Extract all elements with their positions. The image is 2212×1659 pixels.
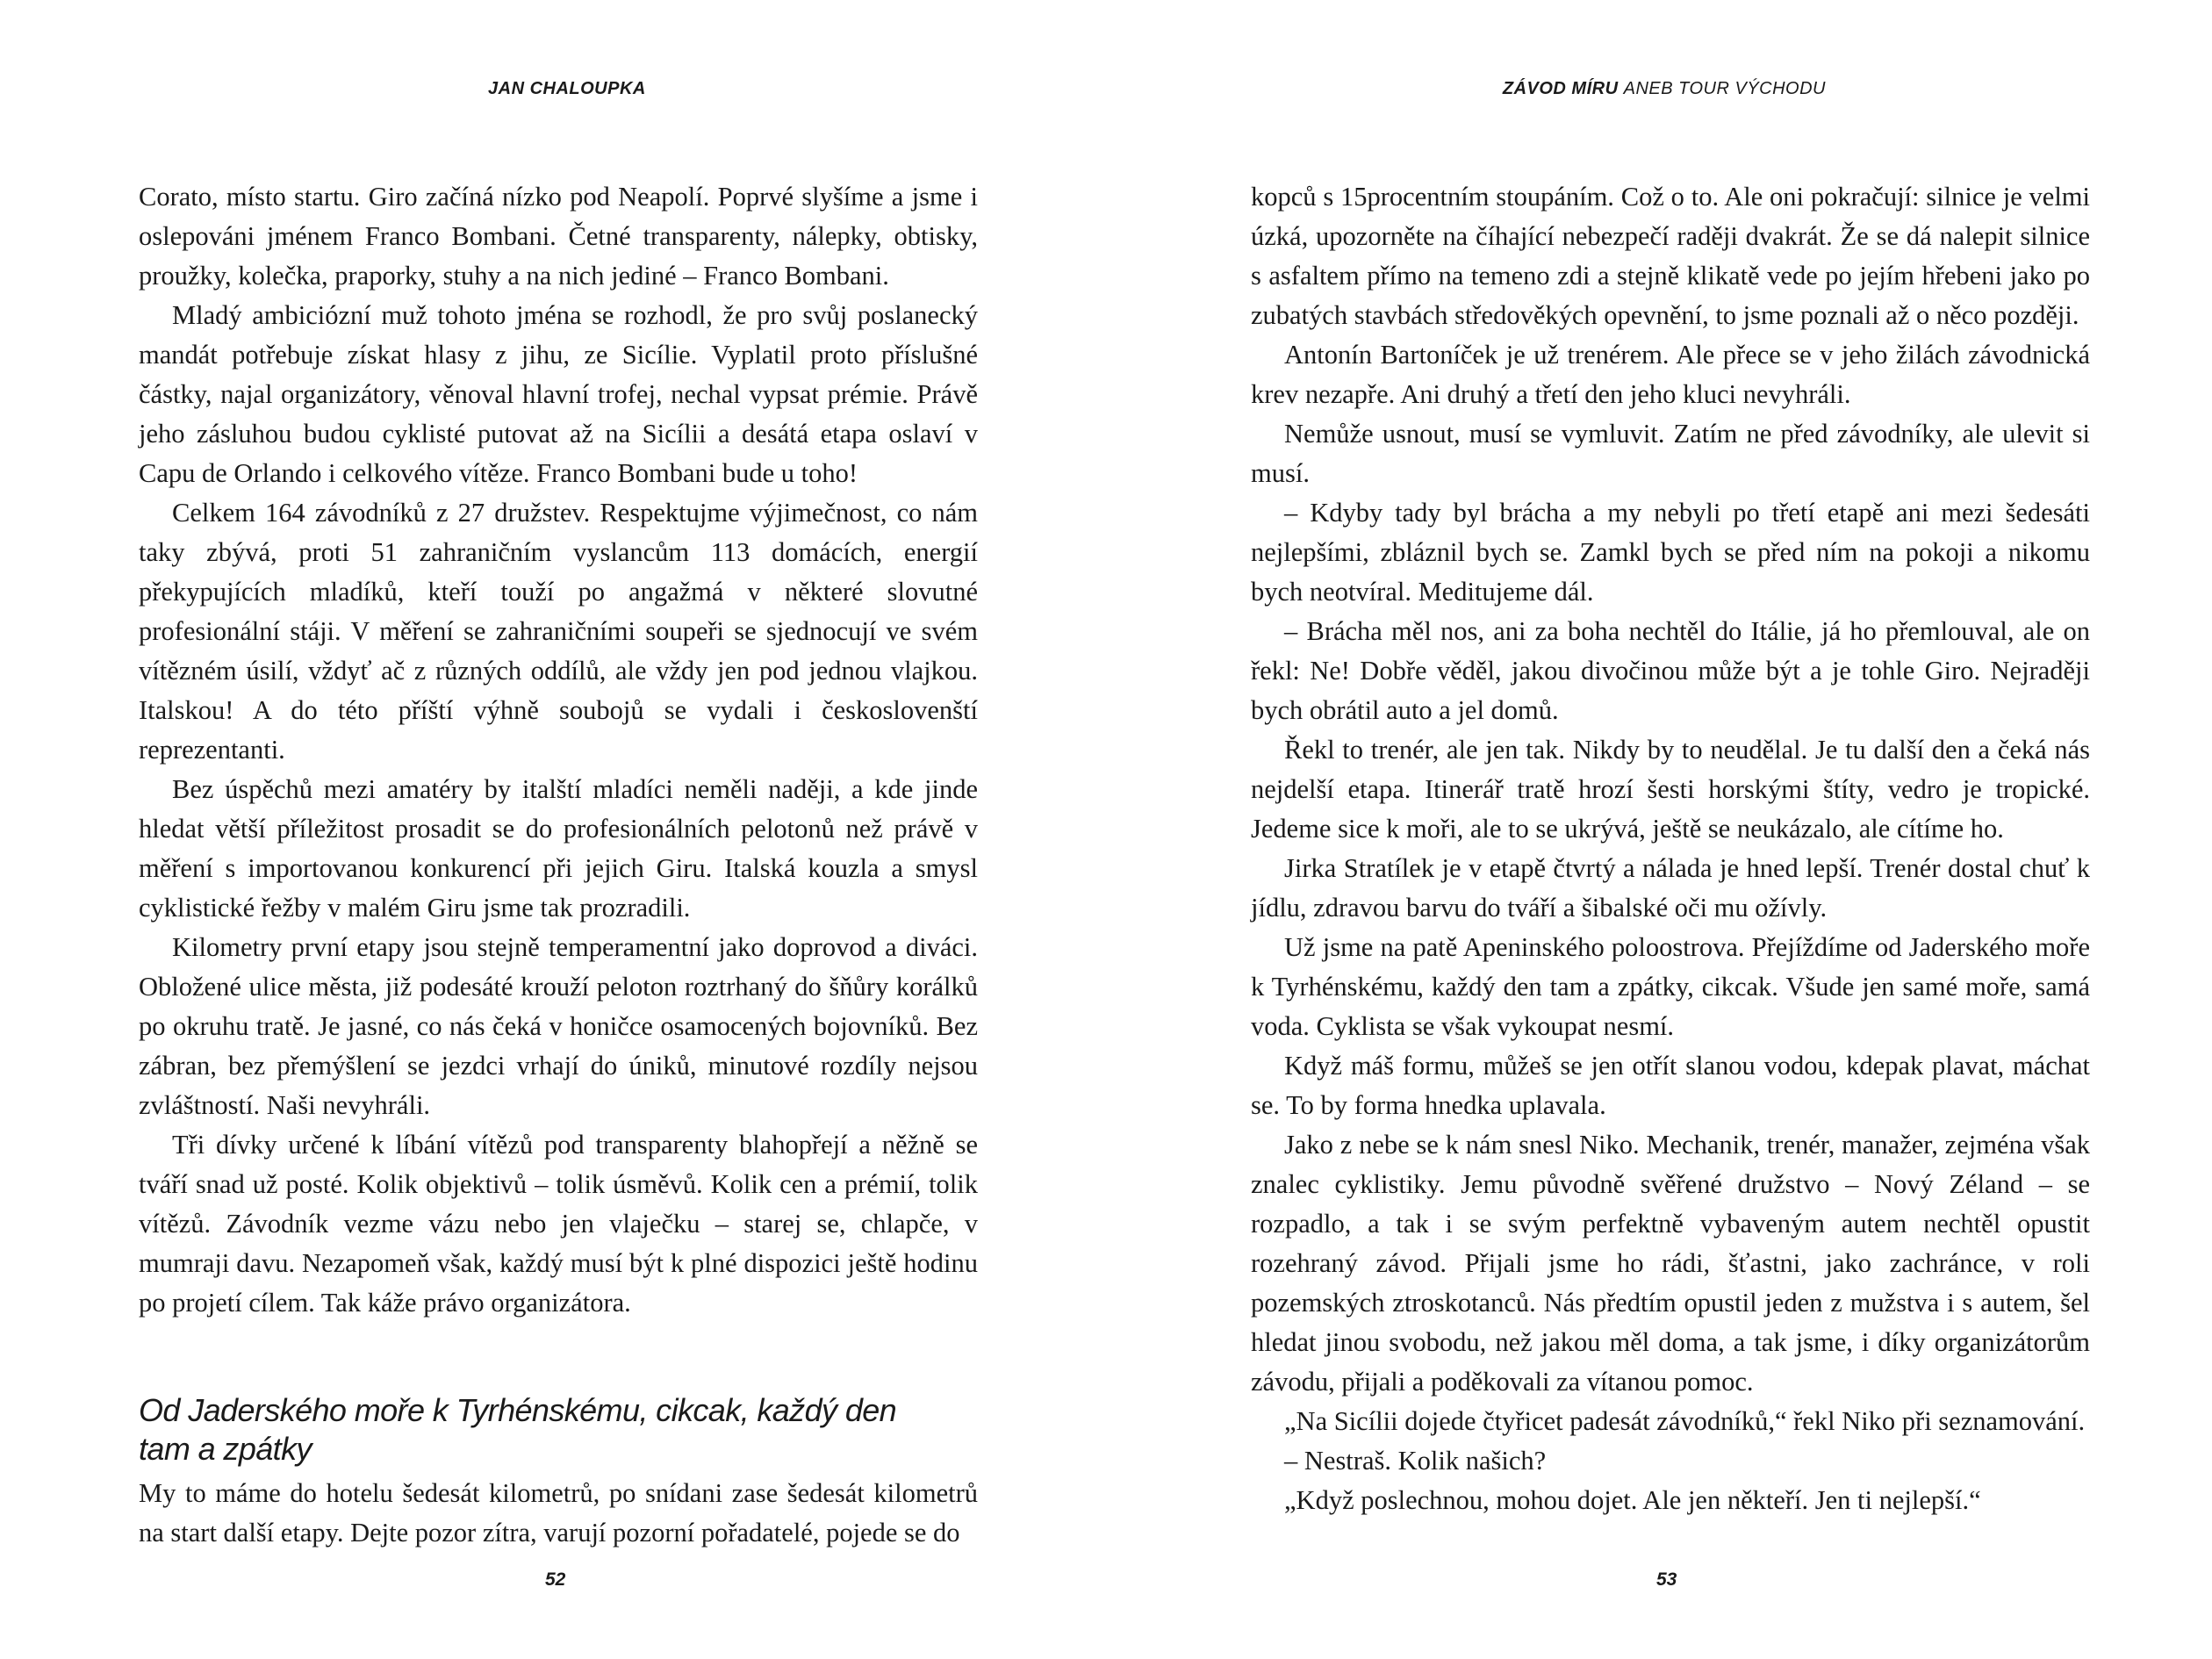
paragraph: „Když poslechnou, mohou dojet. Ale jen někteří. Jen ti nejlepší.“ <box>1284 1485 1981 1515</box>
running-head-title <box>1503 79 1826 99</box>
paragraph: – Nestraš. Kolik našich? <box>1284 1446 1547 1476</box>
page-number: 52 <box>545 1569 566 1590</box>
paragraph: Celkem 164 závodníků z 27 družstev. Respektujme výjimečnost, co nám taky zbývá, proti 51 zahraničním vyslancům 113 domácích, energií překypujících mladíků, kteří touží po angažmá v některé slovutné profesionální stáji. V měření se zahraničními soupeři se sjednocují ve svém vítězném úsilí, vždyť ač z různých oddílů, ale vždy jen pod jednou vlajkou. Italskou! A do této příští výhně soubojů se vydali i českoslovenští reprezentanti. <box>139 498 978 765</box>
paragraph: Corato, místo startu. Giro začíná nízko pod Neapolí. Poprvé slyšíme a jsme i oslepováni jménem Franco Bombani. Četné transparenty, nálepky, obtisky, proužky, kolečka, praporky, stuhy a na nich jediné – Franco Bombani. <box>139 182 978 291</box>
paragraph: „Na Sicílii dojede čtyřicet padesát závodníků,“ řekl Niko při seznamování. <box>1284 1406 2086 1436</box>
paragraph: Bez úspěchů mezi amatéry by italští mladíci neměli naději, a kde jinde hledat větší příležitost prosadit se do profesionálních pelotonů než právě v měření s importovanou konkurencí při jejich Giru. Italská kouzla a smysl cyklistické řežby v malém Giru jsme tak prozradili. <box>139 774 978 923</box>
paragraph: My to máme do hotelu šedesát kilometrů, po snídani zase šedesát kilometrů na start další etapy. Dejte pozor zítra, varují pozorní pořadatelé, pojede se do <box>139 1478 978 1548</box>
paragraph: kopců s 15procentním stoupáním. Což o to. Ale oni pokračují: silnice je velmi úzká, upozorněte na číhající nebezpečí raději dvakrát. Že se dá nalepit silnice s asfaltem přímo na temeno zdi a stejně klikatě vede po jejím hřebeni jako po zubatých stavbách středověkých opevnění, to jsme poznali až o něco později. <box>1251 182 2090 330</box>
paragraph: Jako z nebe se k nám snesl Niko. Mechanik, trenér, manažer, zejména však znalec cyklistiky. Jemu původně svěřené družstvo – Nový Zéland – se rozpadlo, a tak i se svým perfektně vybaveným autem nechtěl opustit rozehraný závod. Přijali jsme ho rádi, šťastni, jako zachránce, v roli pozemských ztroskotanců. Nás předtím opustil jeden z mužstva i s autem, šel hledat jinou svobodu, než jakou měl doma, a tak jsme, i díky organizátorům závodu, přijali a poděkovali za vítanou pomoc. <box>1251 1130 2090 1397</box>
paragraph: Když máš formu, můžeš se jen otřít slanou vodou, kdepak plavat, máchat se. To by forma hnedka uplavala. <box>1251 1051 2090 1120</box>
paragraph: Už jsme na patě Apeninského poloostrova. Přejíždíme od Jaderského moře k Tyrhénskému, každý den tam a zpátky, cikcak. Všude jen samé moře, samá voda. Cyklista se však vykoupat nesmí. <box>1251 932 2090 1041</box>
page-number: 53 <box>1656 1569 1677 1590</box>
paragraph: Nemůže usnout, musí se vymluvit. Zatím ne před závodníky, ale ulevit si musí. <box>1251 419 2090 488</box>
paragraph: Jirka Stratílek je v etapě čtvrtý a nálada je hned lepší. Trenér dostal chuť k jídlu, zdravou barvu do tváří a šibalské oči mu ožívly. <box>1251 853 2090 923</box>
paragraph: Antonín Bartoníček je už trenérem. Ale přece se v jeho žilách závodnická krev nezapře. Ani druhý a třetí den jeho kluci nevyhráli. <box>1251 340 2090 409</box>
paragraph: Tři dívky určené k líbání vítězů pod transparenty blahopřejí a něžně se tváří snad už posté. Kolik objektivů – tolik úsměvů. Kolik cen a prémií, tolik vítězů. Závodník vezme vázu nebo jen vlaječku – starej se, chlapče, v mumraji davu. Nezapomeň však, každý musí být k plné dispozici ještě hodinu po projetí cílem. Tak káže právo organizátora. <box>139 1130 978 1318</box>
paragraph: Kilometry první etapy jsou stejně temperamentní jako doprovod a diváci. Obložené ulice města, již podesáté krouží peloton roztrhaný do šňůry korálků po okruhu tratě. Je jasné, co nás čeká v honičce osamocených bojovníků. Bez zábran, bez přemýšlení se jezdci vrhají do úniků, minutové rozdíly nejsou zvláštností. Naši nevyhráli. <box>139 932 978 1120</box>
running-head-title-sub: ANEB TOUR VÝCHODU <box>1623 79 1826 98</box>
running-head-author: JAN CHALOUPKA <box>488 79 646 98</box>
paragraph: Řekl to trenér, ale jen tak. Nikdy by to neudělal. Je tu další den a čeká nás nejdelší etapa. Itinerář tratě hrozí šesti horskými štíty, vedro je tropické. Jedeme sice k moři, ale to se ukrývá, ještě se neukázalo, ale cítíme ho. <box>1251 735 2090 844</box>
paragraph: – Brácha měl nos, ani za boha nechtěl do Itálie, já ho přemlouval, ale on řekl: Ne! Dobře věděl, jakou divočinou může být a je tohle Giro. Nejraději bych obrátil auto a jel domů. <box>1251 616 2090 725</box>
left-text-block <box>139 177 978 1553</box>
section-heading: Od Jaderského moře k Tyrhénskému, cikcak, každý den tam a zpátky <box>139 1392 897 1467</box>
right-page <box>1106 0 2212 1659</box>
paragraph: Mladý ambiciózní muž tohoto jména se rozhodl, že pro svůj poslanecký mandát potřebuje získat hlasy z jihu, ze Sicílie. Vyplatil proto příslušné částky, najal organizátory, věnoval hlavní trofej, nechal vypsat prémie. Právě jeho zásluhou budou cyklisté putovat až na Sicílii a desátá etapa oslaví v Capu de Orlando i celkového vítěze. Franco Bombani bude u toho! <box>139 300 978 488</box>
running-head-title-main: ZÁVOD MÍRU <box>1502 79 1619 98</box>
paragraph: – Kdyby tady byl brácha a my nebyli po třetí etapě ani mezi šedesáti nejlepšími, zbláznil bych se. Zamkl bych se před ním na pokoji a nikomu bych neotvíral. Meditujeme dál. <box>1251 498 2090 607</box>
right-text-block <box>1251 177 2090 1520</box>
